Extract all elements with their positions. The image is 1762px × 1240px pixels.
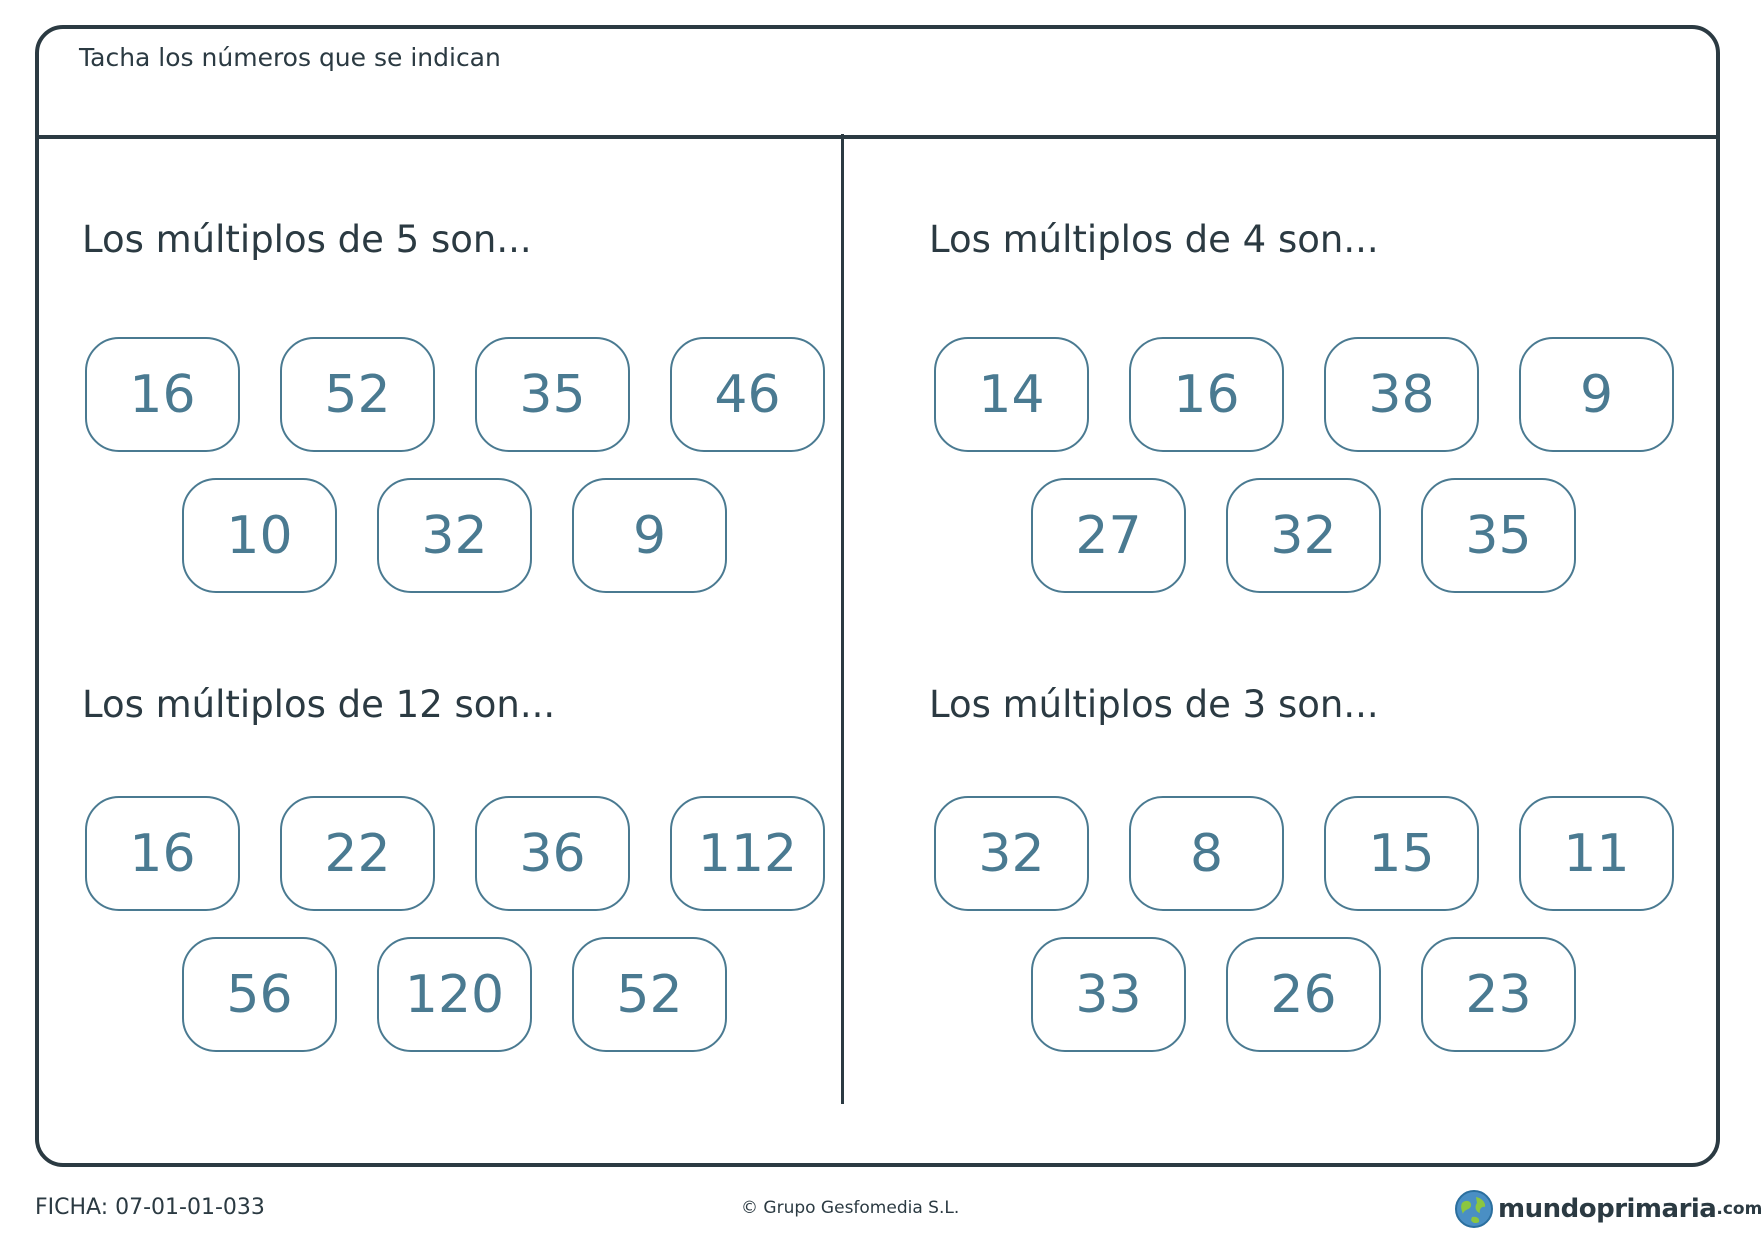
section-title: Los múltiplos de 3 son... xyxy=(929,683,1379,726)
logo-name: mundoprimaria xyxy=(1498,1194,1717,1224)
number-tile[interactable]: 36 xyxy=(475,796,630,911)
number-tile[interactable]: 11 xyxy=(1519,796,1674,911)
site-logo[interactable] xyxy=(1454,1187,1762,1231)
number-tile[interactable]: 16 xyxy=(1129,337,1284,452)
section-multiples-of-12 xyxy=(82,683,842,1103)
number-tile[interactable]: 32 xyxy=(934,796,1089,911)
number-tile[interactable]: 16 xyxy=(85,337,240,452)
globe-icon xyxy=(1454,1189,1494,1229)
number-tile[interactable]: 112 xyxy=(670,796,825,911)
number-tile[interactable]: 56 xyxy=(182,937,337,1052)
number-tile[interactable]: 9 xyxy=(572,478,727,593)
number-tile[interactable]: 33 xyxy=(1031,937,1186,1052)
copyright-text: © Grupo Gesfomedia S.L. xyxy=(741,1198,960,1218)
number-tile[interactable]: 8 xyxy=(1129,796,1284,911)
number-tile[interactable]: 120 xyxy=(377,937,532,1052)
instruction-text: Tacha los números que se indican xyxy=(79,43,501,72)
number-tile[interactable]: 14 xyxy=(934,337,1089,452)
number-tile[interactable]: 52 xyxy=(280,337,435,452)
number-tile[interactable]: 35 xyxy=(475,337,630,452)
section-title: Los múltiplos de 5 son... xyxy=(82,218,532,261)
number-tile[interactable]: 16 xyxy=(85,796,240,911)
worksheet-code: FICHA: 07-01-01-033 xyxy=(35,1195,265,1220)
section-title: Los múltiplos de 4 son... xyxy=(929,218,1379,261)
section-multiples-of-5 xyxy=(82,218,842,638)
number-tiles xyxy=(82,218,842,638)
section-multiples-of-3 xyxy=(929,683,1689,1103)
number-tile[interactable]: 32 xyxy=(1226,478,1381,593)
number-tiles xyxy=(929,683,1689,1103)
number-tile[interactable]: 22 xyxy=(280,796,435,911)
number-tile[interactable]: 46 xyxy=(670,337,825,452)
section-title: Los múltiplos de 12 son... xyxy=(82,683,556,726)
number-tile[interactable]: 23 xyxy=(1421,937,1576,1052)
number-tile[interactable]: 52 xyxy=(572,937,727,1052)
number-tile[interactable]: 26 xyxy=(1226,937,1381,1052)
number-tile[interactable]: 38 xyxy=(1324,337,1479,452)
worksheet-header xyxy=(39,29,1716,139)
number-tile[interactable]: 15 xyxy=(1324,796,1479,911)
number-tiles xyxy=(82,683,842,1103)
number-tile[interactable]: 27 xyxy=(1031,478,1186,593)
logo-tld: .com xyxy=(1716,1199,1762,1219)
number-tile[interactable]: 35 xyxy=(1421,478,1576,593)
number-tile[interactable]: 9 xyxy=(1519,337,1674,452)
number-tile[interactable]: 10 xyxy=(182,478,337,593)
section-multiples-of-4 xyxy=(929,218,1689,638)
number-tile[interactable]: 32 xyxy=(377,478,532,593)
number-tiles xyxy=(929,218,1689,638)
